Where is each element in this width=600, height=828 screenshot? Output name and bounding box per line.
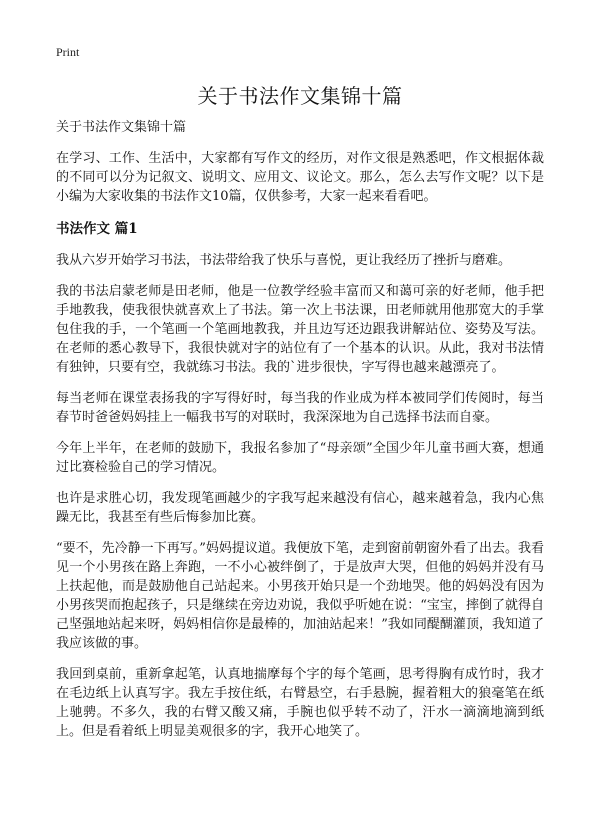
section-heading: 书法作文 篇1 [56, 221, 138, 237]
print-link[interactable]: Print [56, 45, 80, 59]
paragraph: 我从六岁开始学习书法，书法带给我了快乐与喜悦，更让我经历了挫折与磨难。 [56, 253, 512, 268]
paragraph: 今年上半年，在老师的鼓励下，我报名参加了“母亲颂”全国少年儿童书画大赛，想通过比赛检验自己的学习情况。 [56, 441, 544, 475]
paragraph: 每当老师在课堂表扬我的字写得好时，每当我的作业成为样本被同学们传阅时，每当春节时爸爸妈妈挂上一幅我书写的对联时，我深深地为自己选择书法而自豪。 [56, 391, 544, 425]
paragraph: 我回到桌前，重新拿起笔，认真地揣摩每个字的每个笔画，思考得胸有成竹时，我才在毛边纸上认真写字。我左手按住纸，右臂悬空，右手悬腕，握着粗大的狼毫笔在纸上驰骋。不多久，我的右臂又酸又痛，手腕也似乎转不动了，汗水一滴滴地滴到纸上。但是看着纸上明显美观很多的字，我开心地笑了。 [56, 667, 544, 739]
page-title: 关于书法作文集锦十篇 [197, 84, 403, 108]
paragraph: 我的书法启蒙老师是田老师，他是一位教学经验丰富而又和蔼可亲的好老师，他手把手地教我，使我很快就喜欢上了书法。第一次上书法课，田老师就用他那宽大的手掌包住我的手，一个笔画一个笔画地教我，并且边写还边跟我讲解站位、姿势及写法。在老师的悉心教导下，我很快就对字的站位有了一个基本的认识。从此，我对书法情有独钟，只要有空，我就练习书法。我的`进步很快，字写得也越来越漂亮了。 [56, 284, 544, 375]
paragraph: “要不，先冷静一下再写。”妈妈提议道。我便放下笔，走到窗前朝窗外看了出去。我看见一个小男孩在路上奔跑，一不小心被绊倒了，于是放声大哭，但他的妈妈并没有马上扶起他，而是鼓励他自己站起来。小男孩开始只是一个劲地哭。他的妈妈没有因为小男孩哭而抱起孩子，只是继续在旁边劝说，我似乎听她在说：“宝宝，摔倒了就得自己坚强地站起来呀，妈妈相信你是最棒的，加油站起来！”我如同醍醐灌顶，我知道了我应该做的事。 [56, 541, 544, 651]
intro-paragraph: 在学习、工作、生活中，大家都有写作文的经历，对作文很是熟悉吧，作文根据体裁的不同可以分为记叙文、说明文、应用文、议论文。那么，怎么去写作文呢？以下是小编为大家收集的书法作文10篇，仅供参考，大家一起来看看吧。 [56, 151, 544, 204]
article-body [56, 118, 544, 753]
paragraph: 也许是求胜心切，我发现笔画越少的字我写起来越没有信心，越来越着急，我内心焦躁无比，我甚至有些后悔参加比赛。 [56, 491, 544, 525]
article-subtitle: 关于书法作文集锦十篇 [56, 120, 187, 135]
